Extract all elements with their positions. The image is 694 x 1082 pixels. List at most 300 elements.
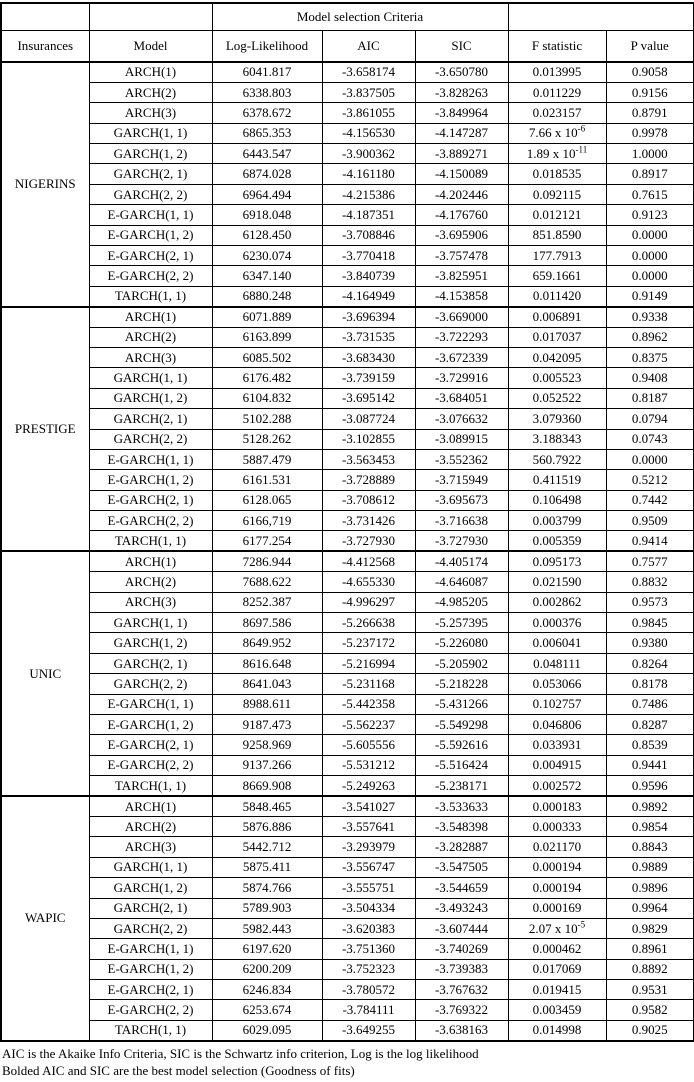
model-cell: E-GARCH(1, 1)	[89, 449, 212, 469]
f-statistic-cell: 0.023157	[508, 103, 606, 123]
f-statistic-cell: 0.000333	[508, 816, 606, 836]
f-statistic-cell: 0.411519	[508, 470, 606, 490]
log-likelihood-cell: 5789.903	[212, 898, 322, 918]
model-cell: TARCH(1, 1)	[89, 1020, 212, 1040]
model-cell: E-GARCH(2, 2)	[89, 266, 212, 286]
log-likelihood-cell: 9137.266	[212, 755, 322, 775]
sic-cell: -3.889271	[415, 144, 508, 164]
table-row	[1, 327, 694, 347]
log-likelihood-cell: 8669.908	[212, 776, 322, 796]
p-value-cell: 0.0000	[606, 266, 694, 286]
sic-cell: -3.715949	[415, 470, 508, 490]
aic-cell: -4.996297	[322, 592, 415, 612]
table-row	[1, 307, 694, 327]
model-cell: GARCH(2, 1)	[89, 164, 212, 184]
sic-cell: -3.669000	[415, 307, 508, 327]
table-row	[1, 144, 694, 164]
model-cell: E-GARCH(2, 1)	[89, 735, 212, 755]
f-statistic-cell: 0.014998	[508, 1020, 606, 1040]
aic-cell: -3.837505	[322, 82, 415, 102]
aic-cell: -3.102855	[322, 429, 415, 449]
log-likelihood-cell: 6166,719	[212, 511, 322, 531]
table-row	[1, 837, 694, 857]
aic-cell: -3.541027	[322, 796, 415, 816]
table-row	[1, 694, 694, 714]
p-value-cell: 0.9854	[606, 816, 694, 836]
p-value-cell: 0.8178	[606, 674, 694, 694]
log-likelihood-cell: 7286.944	[212, 551, 322, 571]
table-row	[1, 735, 694, 755]
sic-cell: -5.205902	[415, 653, 508, 673]
f-statistic-cell: 0.006891	[508, 307, 606, 327]
sic-cell: -3.672339	[415, 347, 508, 367]
log-likelihood-cell: 6085.502	[212, 347, 322, 367]
f-statistic-cell: 0.002862	[508, 592, 606, 612]
sic-cell: -3.716638	[415, 511, 508, 531]
table-row	[1, 388, 694, 408]
f-statistic-cell: 0.106498	[508, 490, 606, 510]
table-row	[1, 715, 694, 735]
model-cell: GARCH(2, 2)	[89, 674, 212, 694]
model-cell: ARCH(3)	[89, 347, 212, 367]
p-value-cell: 0.9414	[606, 531, 694, 551]
p-value-cell: 0.8961	[606, 939, 694, 959]
model-cell: ARCH(1)	[89, 62, 212, 82]
sic-cell: -4.147287	[415, 123, 508, 143]
f-statistic-cell: 560.7922	[508, 449, 606, 469]
col-header-model: Model	[89, 30, 212, 62]
table-row	[1, 164, 694, 184]
f-statistic-cell: 0.012121	[508, 205, 606, 225]
table-row	[1, 62, 694, 82]
aic-cell: -3.563453	[322, 449, 415, 469]
table-row	[1, 490, 694, 510]
p-value-cell: 0.9408	[606, 368, 694, 388]
table-row	[1, 980, 694, 1000]
sic-cell: -3.607444	[415, 918, 508, 938]
sic-cell: -3.493243	[415, 898, 508, 918]
f-statistic-cell: 0.002572	[508, 776, 606, 796]
log-likelihood-cell: 6443.547	[212, 144, 322, 164]
aic-cell: -4.164949	[322, 286, 415, 306]
aic-cell: -3.557641	[322, 816, 415, 836]
log-likelihood-cell: 6230.074	[212, 246, 322, 266]
f-statistic-cell: 0.004915	[508, 755, 606, 775]
table-row	[1, 918, 694, 938]
table-row	[1, 755, 694, 775]
log-likelihood-cell: 6128.450	[212, 225, 322, 245]
aic-cell: -5.562237	[322, 715, 415, 735]
table-header	[1, 3, 694, 62]
aic-cell: -3.504334	[322, 898, 415, 918]
p-value-cell: 0.9845	[606, 613, 694, 633]
log-likelihood-cell: 7688.622	[212, 572, 322, 592]
model-cell: ARCH(2)	[89, 572, 212, 592]
table-row	[1, 1000, 694, 1020]
sic-cell: -4.176760	[415, 205, 508, 225]
insurance-group	[1, 307, 694, 552]
table-row	[1, 653, 694, 673]
p-value-cell: 0.9156	[606, 82, 694, 102]
model-cell: GARCH(2, 2)	[89, 184, 212, 204]
col-header-f-statistic: F statistic	[508, 30, 606, 62]
table-row	[1, 286, 694, 306]
f-statistic-cell: 0.017069	[508, 959, 606, 979]
table-row	[1, 123, 694, 143]
insurance-cell: PRESTIGE	[1, 307, 89, 552]
table-row	[1, 572, 694, 592]
table-row	[1, 205, 694, 225]
log-likelihood-cell: 6338.803	[212, 82, 322, 102]
col-header-sic: SIC	[415, 30, 508, 62]
p-value-cell: 0.8375	[606, 347, 694, 367]
model-cell: E-GARCH(1, 1)	[89, 205, 212, 225]
insurance-cell: NIGERINS	[1, 62, 89, 307]
table-row	[1, 531, 694, 551]
sic-cell: -4.405174	[415, 551, 508, 571]
f-statistic-cell: 0.000194	[508, 878, 606, 898]
aic-cell: -3.900362	[322, 144, 415, 164]
footnote-2: Bolded AIC and SIC are the best model selection (Goodness of fits)	[2, 1062, 355, 1078]
log-likelihood-cell: 6378.672	[212, 103, 322, 123]
f-statistic-cell: 0.019415	[508, 980, 606, 1000]
model-cell: GARCH(2, 2)	[89, 918, 212, 938]
insurance-group	[1, 62, 694, 307]
aic-cell: -3.683430	[322, 347, 415, 367]
sic-cell: -3.282887	[415, 837, 508, 857]
f-statistic-cell: 0.011420	[508, 286, 606, 306]
p-value-cell: 0.7486	[606, 694, 694, 714]
table-row	[1, 225, 694, 245]
col-header-p-value: P value	[606, 30, 694, 62]
table-row	[1, 82, 694, 102]
p-value-cell: 0.9889	[606, 857, 694, 877]
log-likelihood-cell: 6041.817	[212, 62, 322, 82]
aic-cell: -4.655330	[322, 572, 415, 592]
aic-cell: -4.412568	[322, 551, 415, 571]
sic-cell: -3.849964	[415, 103, 508, 123]
aic-cell: -3.728889	[322, 470, 415, 490]
log-likelihood-cell: 6918.048	[212, 205, 322, 225]
f-statistic-cell: 0.102757	[508, 694, 606, 714]
col-header-insurances: Insurances	[1, 30, 89, 62]
insurance-group	[1, 551, 694, 796]
f-statistic-cell: 659.1661	[508, 266, 606, 286]
table-span-title: Model selection Criteria	[212, 3, 508, 30]
exponent: -5	[577, 919, 586, 930]
sic-cell: -3.552362	[415, 449, 508, 469]
table-row	[1, 898, 694, 918]
aic-cell: -3.658174	[322, 62, 415, 82]
log-likelihood-cell: 8616.648	[212, 653, 322, 673]
model-cell: E-GARCH(1, 2)	[89, 470, 212, 490]
f-statistic-cell: 0.000462	[508, 939, 606, 959]
model-cell: GARCH(1, 2)	[89, 388, 212, 408]
log-likelihood-cell: 6874.028	[212, 164, 322, 184]
f-statistic-cell: 0.052522	[508, 388, 606, 408]
f-statistic-cell: 3.079360	[508, 409, 606, 429]
p-value-cell: 0.0000	[606, 246, 694, 266]
log-likelihood-cell: 6246.834	[212, 980, 322, 1000]
table-row	[1, 674, 694, 694]
f-statistic-cell: 0.046806	[508, 715, 606, 735]
model-cell: E-GARCH(1, 1)	[89, 939, 212, 959]
aic-cell: -5.266638	[322, 613, 415, 633]
model-cell: E-GARCH(1, 2)	[89, 715, 212, 735]
p-value-cell: 0.9380	[606, 633, 694, 653]
aic-cell: -3.696394	[322, 307, 415, 327]
criteria-table	[0, 2, 694, 1042]
f-statistic-cell: 0.003459	[508, 1000, 606, 1020]
col-header-aic: AIC	[322, 30, 415, 62]
sic-cell: -3.089915	[415, 429, 508, 449]
p-value-cell: 0.9892	[606, 796, 694, 816]
sic-cell: -3.544659	[415, 878, 508, 898]
aic-cell: -3.649255	[322, 1020, 415, 1040]
log-likelihood-cell: 6029.095	[212, 1020, 322, 1040]
f-statistic-cell: 1.89 x $10^{-11}$	[508, 144, 606, 164]
aic-cell: -3.731535	[322, 327, 415, 347]
table-row	[1, 613, 694, 633]
header-spacer-model	[89, 3, 212, 30]
table-row	[1, 103, 694, 123]
f-statistic-cell: 0.005523	[508, 368, 606, 388]
f-statistic-cell: 0.042095	[508, 347, 606, 367]
aic-cell: -5.231168	[322, 674, 415, 694]
sic-cell: -3.757478	[415, 246, 508, 266]
model-cell: ARCH(2)	[89, 82, 212, 102]
table-row	[1, 511, 694, 531]
aic-cell: -3.556747	[322, 857, 415, 877]
log-likelihood-cell: 6197.620	[212, 939, 322, 959]
model-cell: E-GARCH(1, 2)	[89, 225, 212, 245]
insurance-group	[1, 796, 694, 1041]
table-row	[1, 429, 694, 449]
p-value-cell: 0.5212	[606, 470, 694, 490]
sic-cell: -3.076632	[415, 409, 508, 429]
sic-cell: -4.153858	[415, 286, 508, 306]
f-statistic-cell: 0.003799	[508, 511, 606, 531]
model-cell: E-GARCH(2, 1)	[89, 980, 212, 1000]
aic-cell: -4.215386	[322, 184, 415, 204]
p-value-cell: 0.9123	[606, 205, 694, 225]
f-statistic-cell: 177.7913	[508, 246, 606, 266]
aic-cell: -3.861055	[322, 103, 415, 123]
model-cell: E-GARCH(1, 2)	[89, 959, 212, 979]
p-value-cell: 0.0000	[606, 225, 694, 245]
table-row	[1, 816, 694, 836]
log-likelihood-cell: 6253.674	[212, 1000, 322, 1020]
p-value-cell: 0.7442	[606, 490, 694, 510]
insurance-cell: WAPIC	[1, 796, 89, 1041]
log-likelihood-cell: 9187.473	[212, 715, 322, 735]
model-cell: GARCH(1, 2)	[89, 633, 212, 653]
table-row	[1, 592, 694, 612]
sic-cell: -3.722293	[415, 327, 508, 347]
model-cell: ARCH(2)	[89, 327, 212, 347]
f-statistic-cell: 0.000183	[508, 796, 606, 816]
p-value-cell: 0.8187	[606, 388, 694, 408]
log-likelihood-cell: 8988.611	[212, 694, 322, 714]
sic-cell: -3.650780	[415, 62, 508, 82]
log-likelihood-cell: 9258.969	[212, 735, 322, 755]
aic-cell: -3.784111	[322, 1000, 415, 1020]
p-value-cell: 0.9441	[606, 755, 694, 775]
sic-cell: -3.767632	[415, 980, 508, 1000]
model-cell: GARCH(1, 1)	[89, 368, 212, 388]
sic-cell: -5.516424	[415, 755, 508, 775]
header-spacer-insurances	[1, 3, 89, 30]
sic-cell: -3.740269	[415, 939, 508, 959]
model-cell: GARCH(1, 1)	[89, 857, 212, 877]
table-row	[1, 470, 694, 490]
p-value-cell: 0.9978	[606, 123, 694, 143]
model-cell: E-GARCH(1, 1)	[89, 694, 212, 714]
p-value-cell: 0.9531	[606, 980, 694, 1000]
log-likelihood-cell: 5102.288	[212, 409, 322, 429]
table-row	[1, 246, 694, 266]
log-likelihood-cell: 6128.065	[212, 490, 322, 510]
aic-cell: -4.187351	[322, 205, 415, 225]
aic-cell: -4.161180	[322, 164, 415, 184]
f-statistic-cell: 7.66 x $10^{-6}$	[508, 123, 606, 143]
p-value-cell: 0.9582	[606, 1000, 694, 1020]
p-value-cell: 0.9829	[606, 918, 694, 938]
p-value-cell: 0.9596	[606, 776, 694, 796]
model-cell: E-GARCH(2, 2)	[89, 755, 212, 775]
model-cell: GARCH(1, 2)	[89, 878, 212, 898]
aic-cell: -5.442358	[322, 694, 415, 714]
model-cell: GARCH(1, 2)	[89, 144, 212, 164]
model-cell: GARCH(1, 1)	[89, 613, 212, 633]
model-cell: TARCH(1, 1)	[89, 286, 212, 306]
log-likelihood-cell: 8641.043	[212, 674, 322, 694]
log-likelihood-cell: 6161.531	[212, 470, 322, 490]
sic-cell: -3.547505	[415, 857, 508, 877]
model-cell: ARCH(1)	[89, 796, 212, 816]
aic-cell: -3.770418	[322, 246, 415, 266]
f-statistic-cell: 851.8590	[508, 225, 606, 245]
f-statistic-cell: 0.018535	[508, 164, 606, 184]
p-value-cell: 0.9025	[606, 1020, 694, 1040]
model-cell: ARCH(1)	[89, 551, 212, 571]
log-likelihood-cell: 5887.479	[212, 449, 322, 469]
sic-cell: -3.739383	[415, 959, 508, 979]
log-likelihood-cell: 6176.482	[212, 368, 322, 388]
p-value-cell: 0.9509	[606, 511, 694, 531]
sic-cell: -5.238171	[415, 776, 508, 796]
p-value-cell: 0.8287	[606, 715, 694, 735]
sic-cell: -4.150089	[415, 164, 508, 184]
p-value-cell: 0.8892	[606, 959, 694, 979]
exponent: -6	[577, 124, 586, 135]
log-likelihood-cell: 6865.353	[212, 123, 322, 143]
aic-cell: -3.620383	[322, 918, 415, 938]
aic-cell: -3.752323	[322, 959, 415, 979]
log-likelihood-cell: 6964.494	[212, 184, 322, 204]
table-row	[1, 857, 694, 877]
model-cell: ARCH(3)	[89, 103, 212, 123]
p-value-cell: 0.8832	[606, 572, 694, 592]
p-value-cell: 0.0743	[606, 429, 694, 449]
model-cell: GARCH(2, 1)	[89, 898, 212, 918]
sic-cell: -5.431266	[415, 694, 508, 714]
aic-cell: -3.708612	[322, 490, 415, 510]
model-cell: E-GARCH(2, 2)	[89, 511, 212, 531]
model-cell: GARCH(1, 1)	[89, 123, 212, 143]
f-statistic-cell: 3.188343	[508, 429, 606, 449]
p-value-cell: 0.8843	[606, 837, 694, 857]
sic-cell: -3.695673	[415, 490, 508, 510]
sic-cell: -3.548398	[415, 816, 508, 836]
log-likelihood-cell: 6177.254	[212, 531, 322, 551]
aic-cell: -5.237172	[322, 633, 415, 653]
f-statistic-cell: 0.017037	[508, 327, 606, 347]
log-likelihood-cell: 5875.411	[212, 857, 322, 877]
aic-cell: -3.708846	[322, 225, 415, 245]
sic-cell: -3.638163	[415, 1020, 508, 1040]
model-cell: GARCH(2, 2)	[89, 429, 212, 449]
p-value-cell: 0.9896	[606, 878, 694, 898]
log-likelihood-cell: 5982.443	[212, 918, 322, 938]
log-likelihood-cell: 5442.712	[212, 837, 322, 857]
p-value-cell: 0.7615	[606, 184, 694, 204]
table-row	[1, 551, 694, 571]
model-cell: GARCH(2, 1)	[89, 409, 212, 429]
sic-cell: -4.202446	[415, 184, 508, 204]
aic-cell: -5.216994	[322, 653, 415, 673]
f-statistic-cell: 0.000376	[508, 613, 606, 633]
log-likelihood-cell: 6163.899	[212, 327, 322, 347]
log-likelihood-cell: 6880.248	[212, 286, 322, 306]
aic-cell: -3.780572	[322, 980, 415, 1000]
p-value-cell: 0.8791	[606, 103, 694, 123]
f-statistic-cell: 0.000169	[508, 898, 606, 918]
f-statistic-cell: 0.013995	[508, 62, 606, 82]
aic-cell: -3.087724	[322, 409, 415, 429]
p-value-cell: 0.9964	[606, 898, 694, 918]
col-header-log-likelihood: Log-Likelihood	[212, 30, 322, 62]
f-statistic-cell: 2.07 x $10^{-5}$	[508, 918, 606, 938]
p-value-cell: 0.8264	[606, 653, 694, 673]
aic-cell: -3.739159	[322, 368, 415, 388]
f-statistic-cell: 0.000194	[508, 857, 606, 877]
aic-cell: -4.156530	[322, 123, 415, 143]
p-value-cell: 0.7577	[606, 551, 694, 571]
aic-cell: -5.605556	[322, 735, 415, 755]
log-likelihood-cell: 8697.586	[212, 613, 322, 633]
p-value-cell: 0.9338	[606, 307, 694, 327]
p-value-cell: 0.8539	[606, 735, 694, 755]
sic-cell: -3.533633	[415, 796, 508, 816]
table-row	[1, 368, 694, 388]
p-value-cell: 0.9149	[606, 286, 694, 306]
insurance-cell: UNIC	[1, 551, 89, 796]
log-likelihood-cell: 5848.465	[212, 796, 322, 816]
f-statistic-cell: 0.011229	[508, 82, 606, 102]
p-value-cell: 0.8917	[606, 164, 694, 184]
f-statistic-cell: 0.021170	[508, 837, 606, 857]
table-row	[1, 1020, 694, 1040]
log-likelihood-cell: 8252.387	[212, 592, 322, 612]
sic-cell: -3.729916	[415, 368, 508, 388]
log-likelihood-cell: 5874.766	[212, 878, 322, 898]
table-row	[1, 184, 694, 204]
p-value-cell: 0.0000	[606, 449, 694, 469]
sic-cell: -4.646087	[415, 572, 508, 592]
model-cell: TARCH(1, 1)	[89, 531, 212, 551]
f-statistic-cell: 0.005359	[508, 531, 606, 551]
